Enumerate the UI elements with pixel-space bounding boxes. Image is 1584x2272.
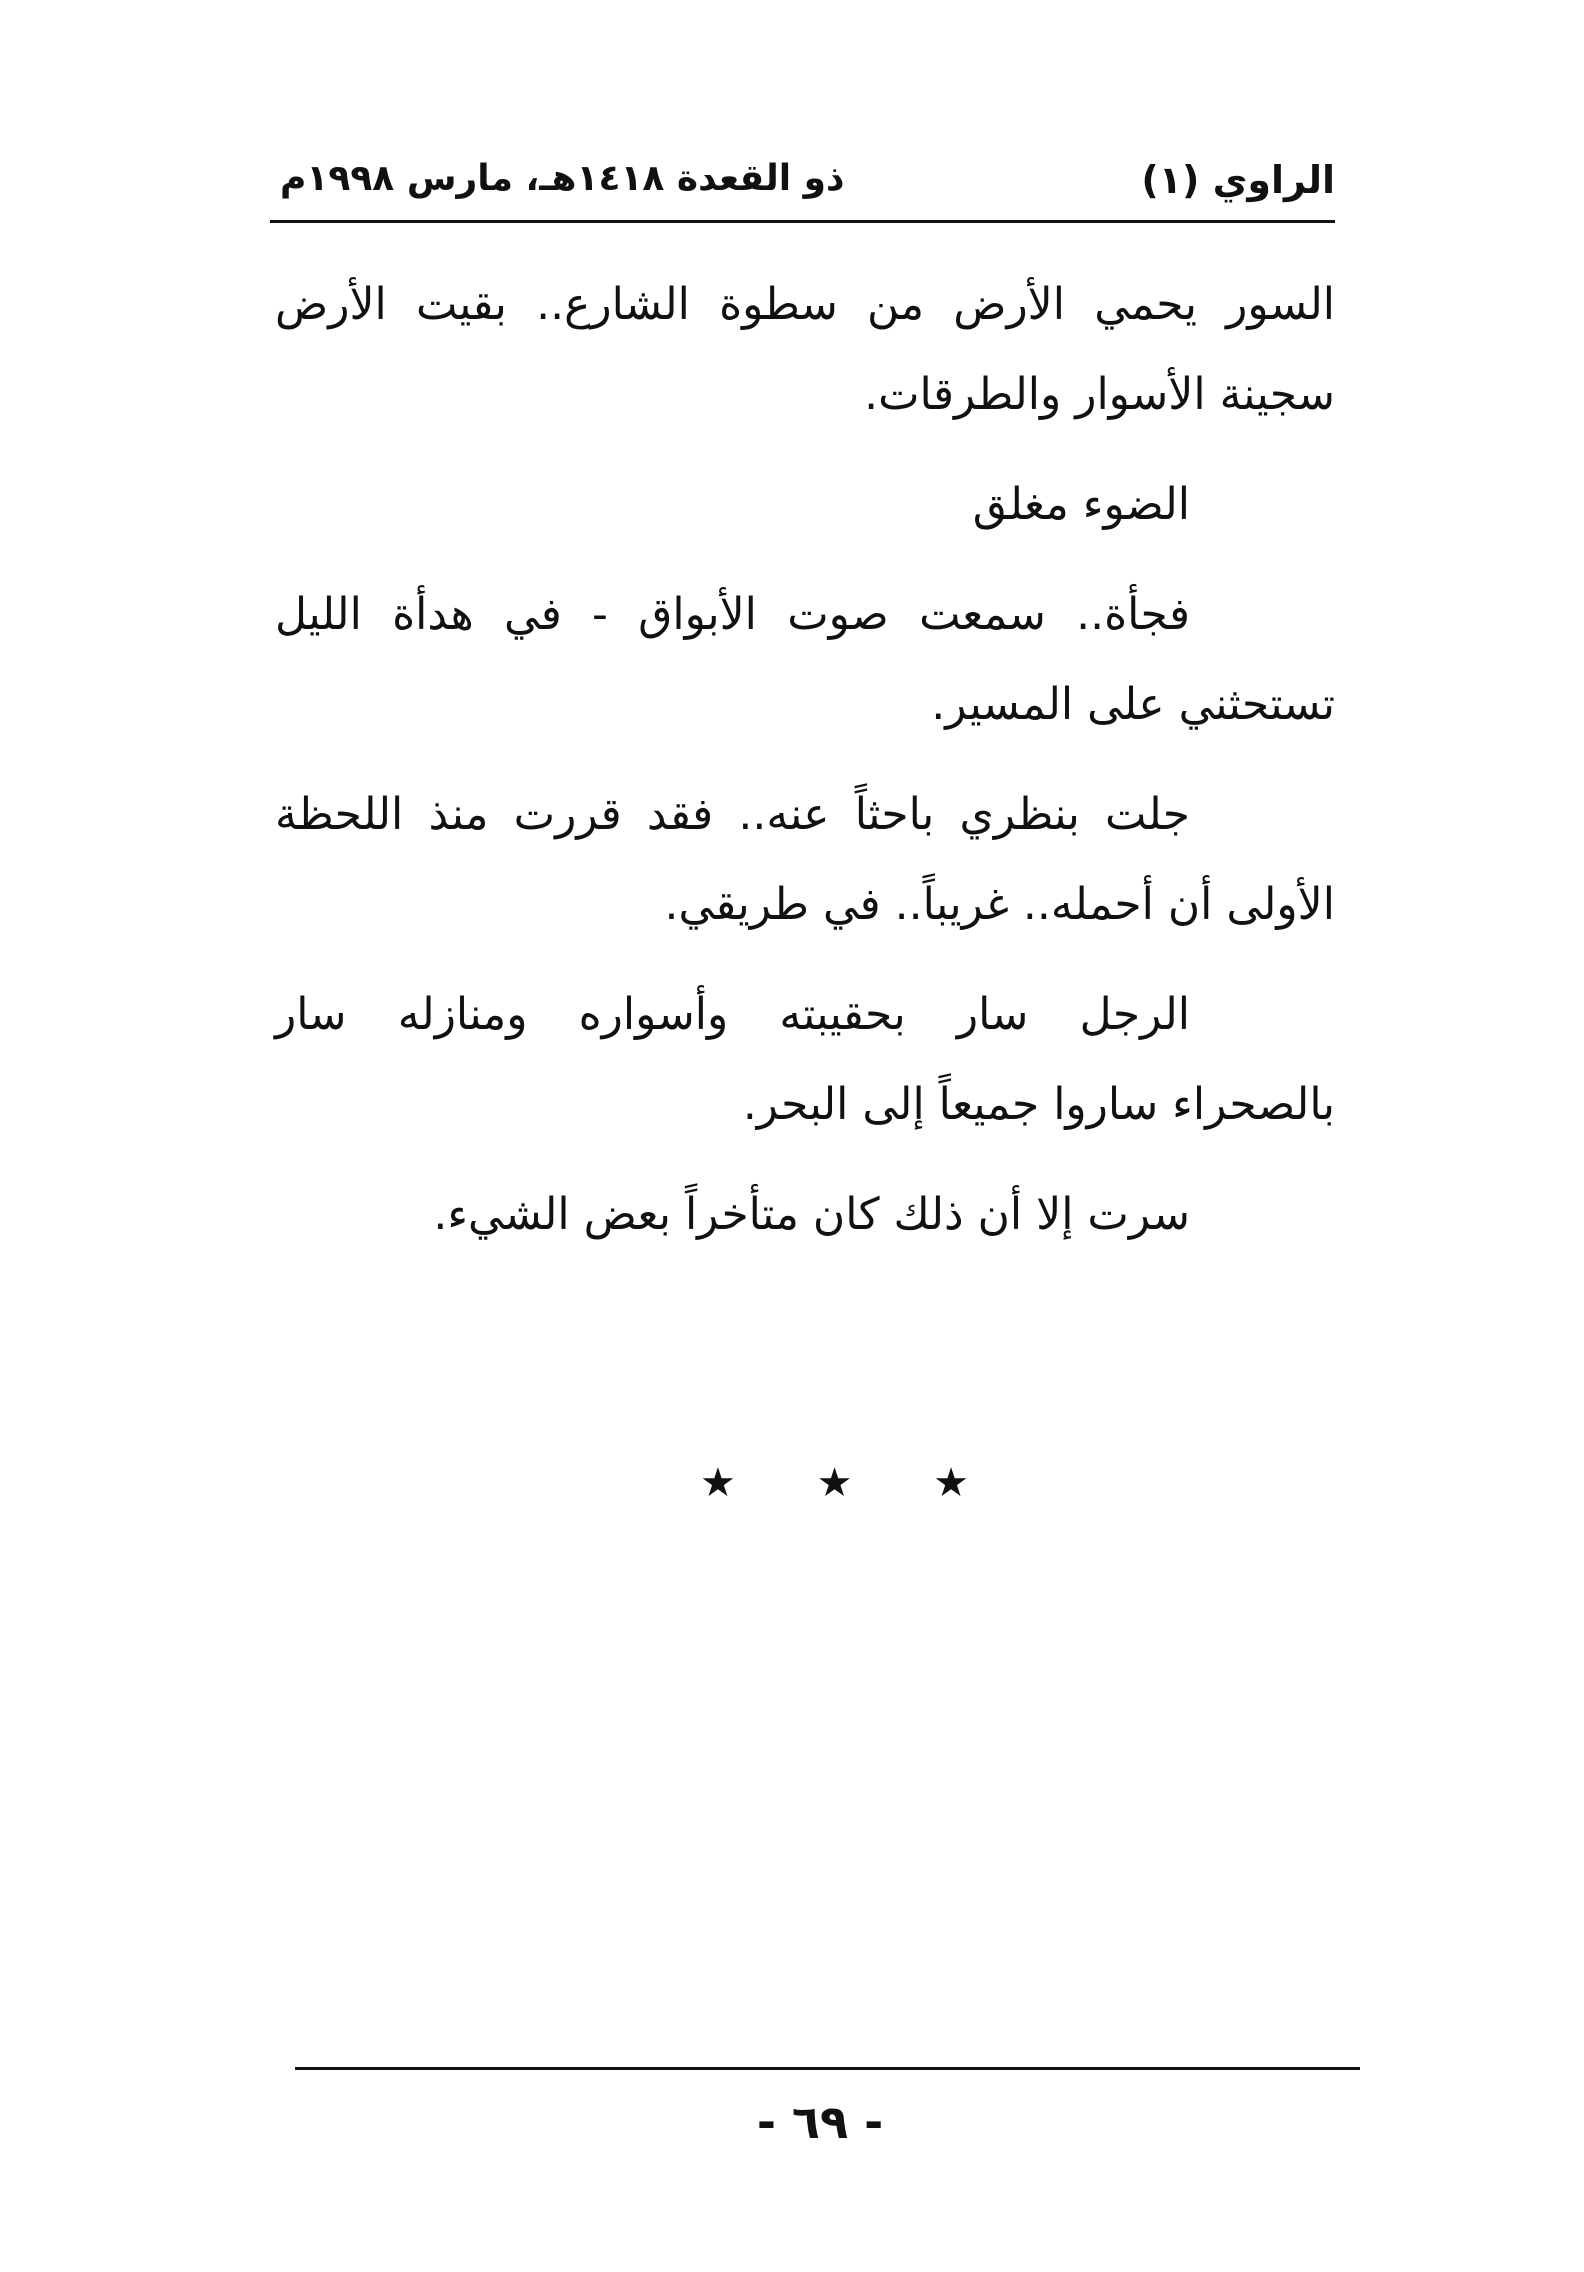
section-separator: ★ ★ ★ [700, 1460, 1004, 1506]
text-line: تستحثني على المسير. [931, 679, 1335, 730]
text-line: السور يحمي الأرض من سطوة الشارع.. بقيت الأرض [275, 279, 1335, 330]
text-line: سرت إلا أن ذلك كان متأخراً بعض الشيء. [433, 1189, 1190, 1240]
paragraph [275, 460, 1335, 550]
text-line: جلت بنظري باحثاً عنه.. فقد قررت منذ اللحظة [275, 789, 1190, 840]
text-line: الضوء مغلق [972, 479, 1190, 530]
paragraph [275, 770, 1335, 950]
text-line: الأولى أن أحمله.. غريباً.. في طريقي. [664, 879, 1335, 930]
paragraph [275, 260, 1335, 440]
journal-title: الراوي (١) [1141, 158, 1335, 202]
issue-date: ذو القعدة ١٤١٨هـ، مارس ١٩٩٨م [280, 158, 845, 199]
body-text [275, 260, 1335, 1280]
header-rule [270, 220, 1335, 223]
paragraph [275, 1170, 1335, 1260]
page-number: - ٦٩ - [756, 2095, 884, 2149]
text-line: الرجل سار بحقيبته وأسواره ومنازله سار [275, 989, 1190, 1040]
footer-rule [295, 2067, 1360, 2070]
paragraph [275, 970, 1335, 1150]
running-header [270, 150, 1335, 220]
text-line: فجأة.. سمعت صوت الأبواق - في هدأة الليل [275, 589, 1190, 640]
text-line: سجينة الأسوار والطرقات. [864, 369, 1335, 420]
paragraph [275, 570, 1335, 750]
text-line: بالصحراء ساروا جميعاً إلى البحر. [742, 1079, 1335, 1130]
